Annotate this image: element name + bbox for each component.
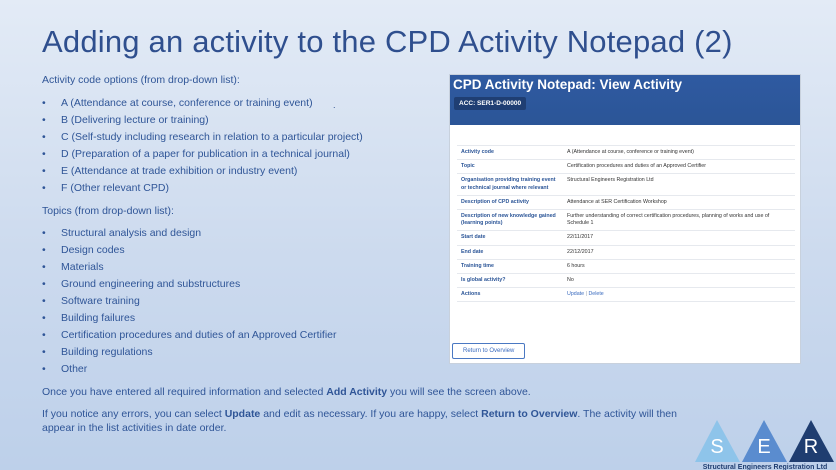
activity-details-table — [457, 145, 795, 302]
table-row: Description of new knowledge gained (learning points) Further understanding of correct certification procedures, planning of works and use of Schedule 1 — [457, 210, 795, 231]
list-item: • Building failures — [42, 310, 337, 327]
list-item: • C (Self-study including research in relation to a particular project) — [42, 129, 363, 146]
table-row: Topic Certification procedures and duties of an Approved Certifier — [457, 160, 795, 174]
instruction-paragraph-1: Once you have entered all required information and selected Add Activity you will see the screen above. — [42, 386, 531, 398]
topics-list — [42, 225, 337, 378]
table-row: Start date 22/11/2017 — [457, 231, 795, 245]
panel-title: CPD Activity Notepad: View Activity — [453, 77, 683, 92]
list-item: • D (Preparation of a paper for publication in a technical journal) — [42, 146, 363, 163]
ser-logo-graphic — [694, 418, 836, 470]
table-row: Organisation providing training event or technical journal where relevant Structural Engineers Registration Ltd — [457, 174, 795, 195]
list-item: • Other — [42, 361, 337, 378]
ser-logo — [694, 418, 836, 470]
list-item: • Building regulations — [42, 344, 337, 361]
view-activity-screenshot — [449, 74, 801, 364]
logo-letter-s: S — [710, 436, 724, 458]
list-item: • F (Other relevant CPD) — [42, 180, 363, 197]
logo-caption: Structural Engineers Registration Ltd — [702, 464, 828, 470]
list-item: • Design codes — [42, 242, 337, 259]
table-row: Activity code A (Attendance at course, conference or training event) — [457, 146, 795, 160]
list-item: • Software training — [42, 293, 337, 310]
instruction-paragraph-2: If you notice any errors, you can select Update and edit as necessary. If you are happy, select Return to Overview. The activity will then appear in the list activities in date order. — [42, 408, 677, 434]
list-item: • E (Attendance at trade exhibition or industry event) — [42, 163, 363, 180]
list-item: • Structural analysis and design — [42, 225, 337, 242]
table-row: End date 22/12/2017 — [457, 245, 795, 259]
table-row: Description of CPD activity Attendance at SER Certification Workshop — [457, 195, 795, 209]
panel-header — [450, 75, 800, 125]
list-item: • Materials — [42, 259, 337, 276]
table-row: Training time 6 hours — [457, 259, 795, 273]
update-link[interactable]: Update — [567, 291, 585, 298]
actions-label: Actions — [457, 288, 563, 302]
return-term: Return to Overview — [481, 408, 578, 420]
add-activity-term: Add Activity — [326, 386, 388, 398]
activity-codes-list — [42, 95, 363, 197]
account-badge: ACC: SER1-D-00000 — [454, 97, 526, 110]
list-item: • Ground engineering and substructures — [42, 276, 337, 293]
list-item: • B (Delivering lecture or training) — [42, 112, 363, 129]
update-term: Update — [224, 408, 261, 420]
actions-cell: Update | Delete — [563, 288, 795, 302]
list-item: • Certification procedures and duties of an Approved Certifier — [42, 327, 337, 344]
topics-heading: Topics (from drop-down list): — [42, 205, 174, 217]
list-item: • A (Attendance at course, conference or training event) — [42, 95, 363, 112]
delete-link[interactable]: Delete — [588, 291, 604, 298]
activity-codes-heading: Activity code options (from drop-down list): — [42, 74, 240, 86]
slide-title: Adding an activity to the CPD Activity Notepad (2) — [42, 24, 733, 59]
logo-letter-e: E — [757, 436, 771, 458]
table-row — [457, 288, 795, 302]
table-row: Is global activity? No — [457, 274, 795, 288]
logo-letter-r: R — [803, 436, 819, 458]
return-to-overview-button[interactable]: Return to Overview — [452, 343, 525, 359]
stray-mark: . — [333, 100, 336, 110]
